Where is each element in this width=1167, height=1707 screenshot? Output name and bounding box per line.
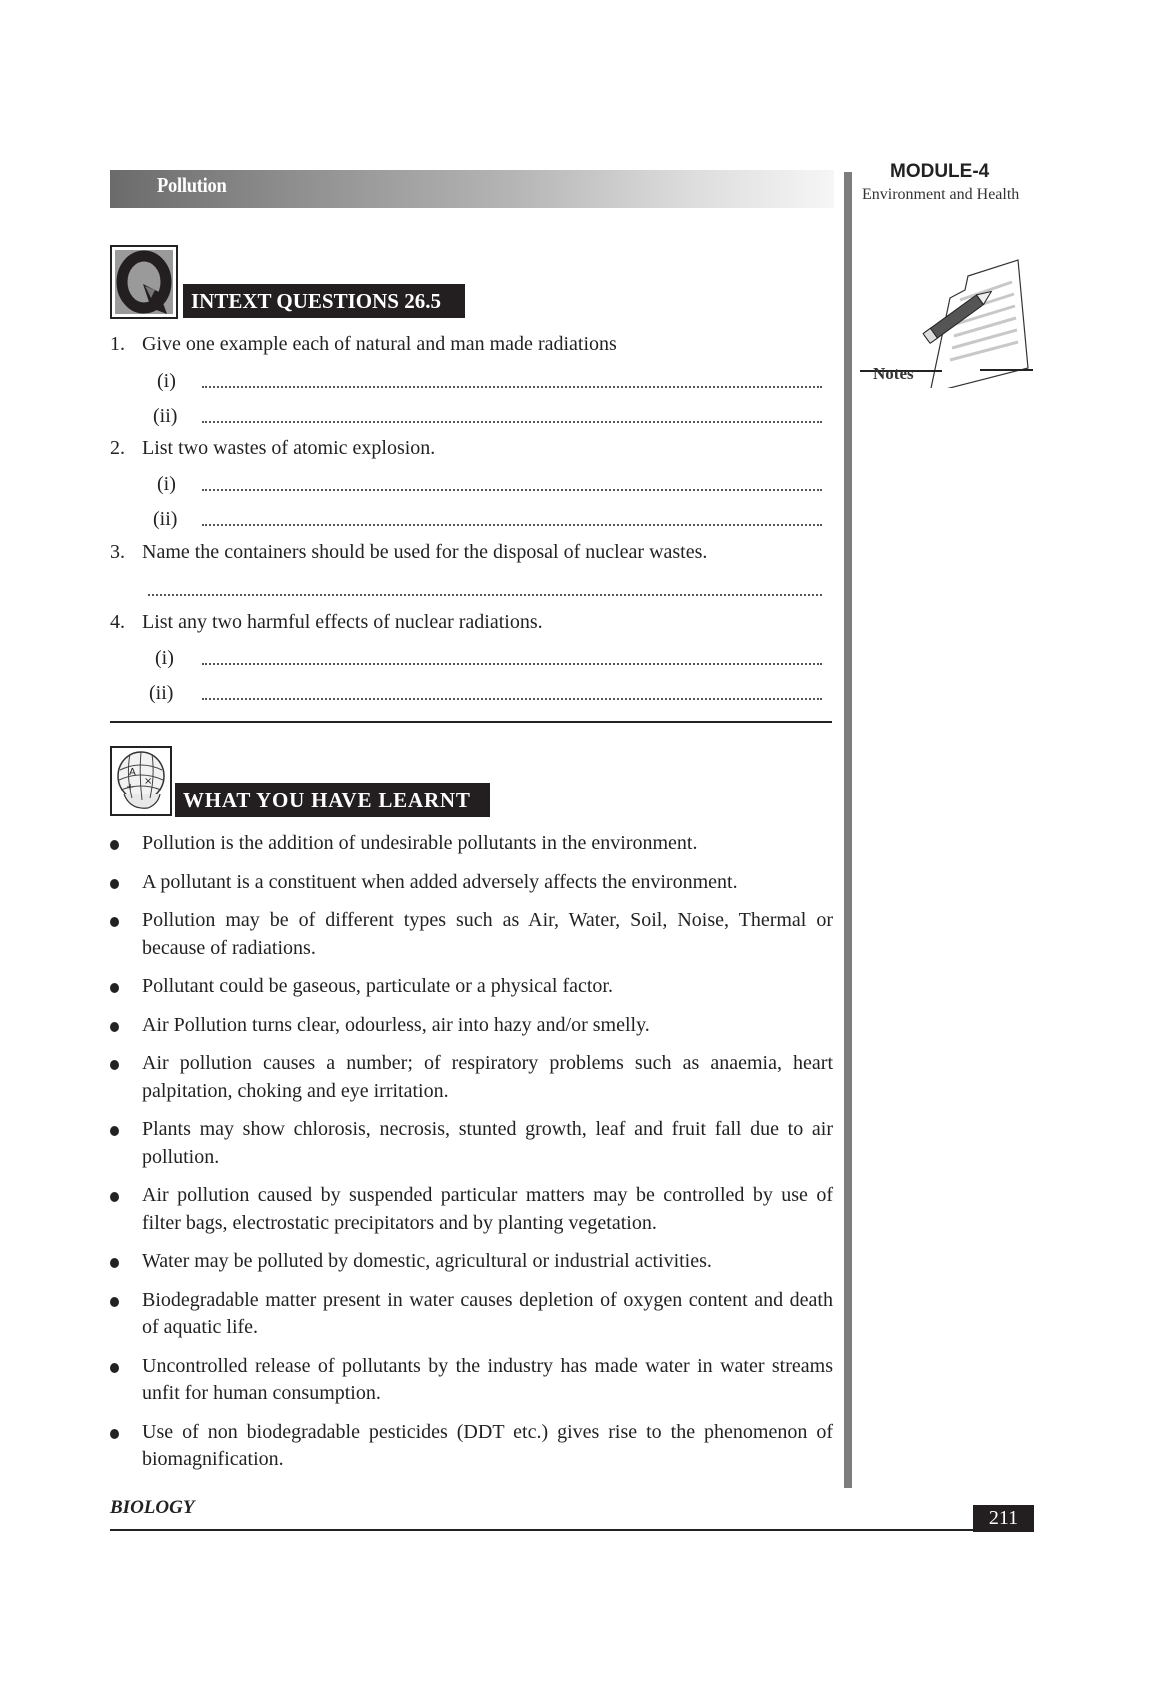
module-label: MODULE-4 [890, 161, 990, 182]
list-item [108, 1012, 833, 1040]
bullet-icon [110, 879, 119, 889]
chapter-title: Pollution [157, 173, 227, 197]
list-item-text: Uncontrolled release of pollutants by the industry has made water in water streams unfit for human consumption. [142, 1354, 833, 1404]
answer-blank-4-i[interactable] [202, 663, 822, 665]
list-item [108, 907, 833, 962]
list-item-text: A pollutant is a constituent when added adversely affects the environment. [142, 870, 738, 893]
list-item-text: Biodegradable matter present in water causes depletion of oxygen content and death of aquatic life. [142, 1288, 833, 1338]
brain-learning-icon [110, 746, 172, 816]
list-item-text: Pollutant could be gaseous, particulate or a physical factor. [142, 975, 613, 997]
bullet-icon [110, 1258, 119, 1268]
answer-label: (i) [157, 473, 176, 495]
question-number: 2. [110, 437, 125, 459]
list-item [108, 1419, 833, 1474]
answer-label: (i) [155, 647, 174, 669]
bullet-icon [110, 1363, 119, 1373]
answer-blank-2-i[interactable] [202, 489, 822, 491]
answer-label: (ii) [153, 405, 178, 427]
summary-list [108, 830, 833, 1485]
footer-rule [110, 1529, 974, 1531]
question-3 [110, 541, 830, 567]
bullet-icon [110, 1297, 119, 1307]
list-item-text: Pollution may be of different types such as Air, Water, Soil, Noise, Thermal or because of radiations. [142, 909, 833, 959]
list-item-text: Plants may show chlorosis, necrosis, stunted growth, leaf and fruit fall due to air pollution. [142, 1118, 833, 1168]
page-number: 211 [973, 1505, 1034, 1532]
bullet-icon [110, 1429, 119, 1439]
footer-subject: BIOLOGY [110, 1497, 195, 1518]
list-item-text: Pollution is the addition of undesirable pollutants in the environment. [142, 832, 698, 854]
bullet-icon [110, 1192, 119, 1202]
list-item [108, 973, 833, 1001]
question-text: List two wastes of atomic explosion. [142, 437, 436, 459]
list-item-text: Air pollution causes a number; of respiratory problems such as anaemia, heart palpitation, choking and eye irritation. [142, 1052, 833, 1102]
list-item-text: Air pollution caused by suspended particular matters may be controlled by use of filter bags, electrostatic precipitators and by planting vegetation. [142, 1184, 833, 1234]
module-subtitle: Environment and Health [862, 186, 1020, 203]
question-q-icon [110, 245, 178, 319]
question-text: Name the containers should be used for the disposal of nuclear wastes. [142, 541, 708, 563]
bullet-icon [110, 917, 119, 927]
list-item-text: Air Pollution turns clear, odourless, air into hazy and/or smelly. [142, 1013, 650, 1036]
list-item [108, 1287, 833, 1342]
answer-blank-3[interactable] [148, 594, 822, 596]
list-item [108, 830, 833, 858]
question-1 [110, 333, 810, 359]
svg-text:+: + [126, 782, 135, 793]
bullet-icon [110, 1126, 119, 1136]
list-item [108, 869, 833, 897]
list-item [108, 1248, 833, 1276]
question-number: 3. [110, 541, 125, 563]
question-4 [110, 611, 810, 637]
bullet-icon [110, 1060, 119, 1070]
notes-label: Notes [873, 364, 914, 383]
bullet-icon [110, 983, 119, 993]
list-item [108, 1116, 833, 1171]
bullet-icon [110, 840, 119, 850]
question-number: 4. [110, 611, 125, 633]
list-item [108, 1050, 833, 1105]
section-divider [110, 721, 832, 723]
answer-blank-4-ii[interactable] [202, 698, 822, 700]
answer-blank-2-ii[interactable] [202, 524, 822, 526]
answer-blank-1-ii[interactable] [202, 421, 822, 423]
list-item [108, 1353, 833, 1408]
answer-blank-1-i[interactable] [202, 386, 822, 388]
list-item-text: Water may be polluted by domestic, agricultural or industrial activities. [142, 1250, 712, 1272]
intext-questions-title: INTEXT QUESTIONS 26.5 [183, 284, 465, 318]
answer-label: (i) [157, 370, 176, 392]
question-text: Give one example each of natural and man made radiations [142, 333, 617, 355]
answer-label: (ii) [149, 682, 174, 704]
list-item [108, 1182, 833, 1237]
svg-text:A: A [129, 767, 136, 778]
margin-divider [844, 172, 852, 1488]
question-2 [110, 437, 810, 463]
question-number: 1. [110, 333, 125, 355]
list-item-text: Use of non biodegradable pesticides (DDT etc.) gives rise to the phenomenon of biomagnification. [142, 1420, 833, 1470]
what-you-have-learnt-title: WHAT YOU HAVE LEARNT [175, 783, 490, 817]
question-text: List any two harmful effects of nuclear radiations. [142, 611, 543, 633]
bullet-icon [110, 1022, 119, 1032]
answer-label: (ii) [153, 508, 178, 530]
notes-rule-right [980, 369, 1033, 371]
svg-text:×: × [144, 776, 153, 787]
